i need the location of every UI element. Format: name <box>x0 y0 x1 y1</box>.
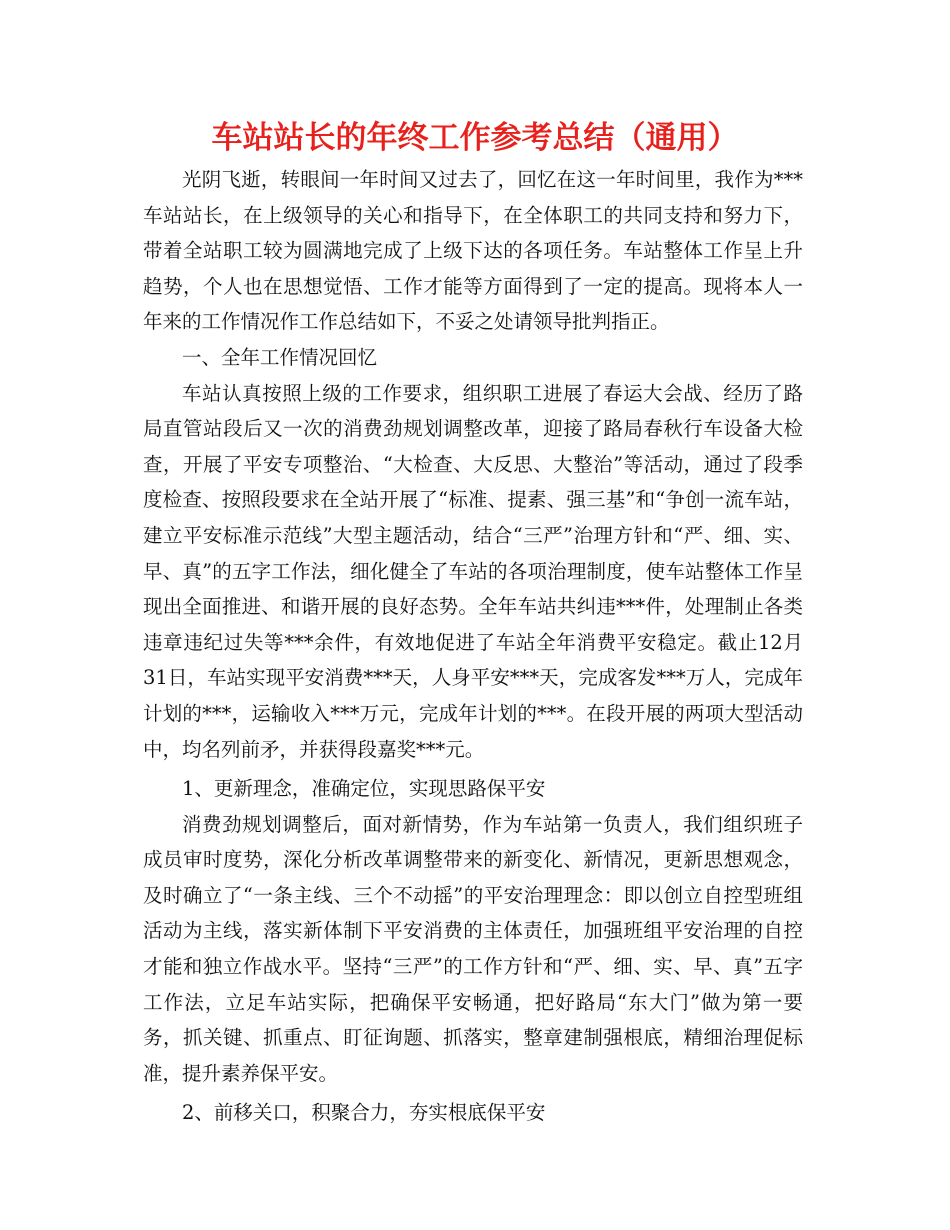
paragraph-intro: 光阴飞逝，转眼间一年时间又过去了，回忆在这一年时间里，我作为***车站站长，在上级领导的关心和指导下，在全体职工的共同支持和努力下，带着全站职工较为圆满地完成了上级下达的各项任务。车站整体工作呈上升趋势，个人也在思想觉悟、工作才能等方面得到了一定的提高。现将本人一年来的工作情况作工作总结如下，不妥之处请领导批判指正。 <box>143 168 803 334</box>
paragraph-concept-update: 消费劲规划调整后，面对新情势，作为车站第一负责人，我们组织班子成员审时度势，深化分析改革调整带来的新变化、新情况，更新思想观念，及时确立了“一条主线、三个不动摇”的平安治理理念：即以创立自控型班组活动为主线，落实新体制下平安消费的主体责任，加强班组平安治理的自控才能和独立作战水平。坚持“三严”的工作方针和“严、细、实、早、真”五字工作法，立足车站实际，把确保平安畅通，把好路局“东大门”做为第一要务，抓关键、抓重点、盯征询题、抓落实，整章建制强根底，精细治理促标准，提升素养保平安。 <box>143 812 803 1085</box>
document-body <box>143 162 803 1131</box>
subsection-heading-2: 2、前移关口，积聚合力，夯实根底保平安 <box>182 1101 546 1125</box>
document-title: 车站站长的年终工作参考总结（通用） <box>211 120 739 156</box>
paragraph-annual-review: 车站认真按照上级的工作要求，组织职工进展了春运大会战、经历了路局直管站段后又一次的消费劲规划调整改革，迎接了路局春秋行车设备大检查，开展了平安专项整治、“大检查、大反思、大整治”等活动，通过了段季度检查、按照段要求在全站开展了“标准、提素、强三基”和“争创一流车站，建立平安标准示范线”大型主题活动，结合“三严”治理方针和“严、细、实、早、真”的五字工作法，细化健全了车站的各项治理制度，使车站整体工作呈现出全面推进、和谐开展的良好态势。全年车站共纠违***件，处理制止各类违章违纪过失等***余件，有效地促进了车站全年消费平安稳定。截止12月31日，车站实现平安消费***天，人身平安***天，完成客发***万人，完成年计划的***，运输收入***万元，完成年计划的***。在段开展的两项大型活动中，均名列前矛，并获得段嘉奖***元。 <box>143 381 803 761</box>
section-heading-1: 一、全年工作情况回忆 <box>182 345 378 369</box>
subsection-heading-1: 1、更新理念，准确定位，实现思路保平安 <box>182 777 546 801</box>
